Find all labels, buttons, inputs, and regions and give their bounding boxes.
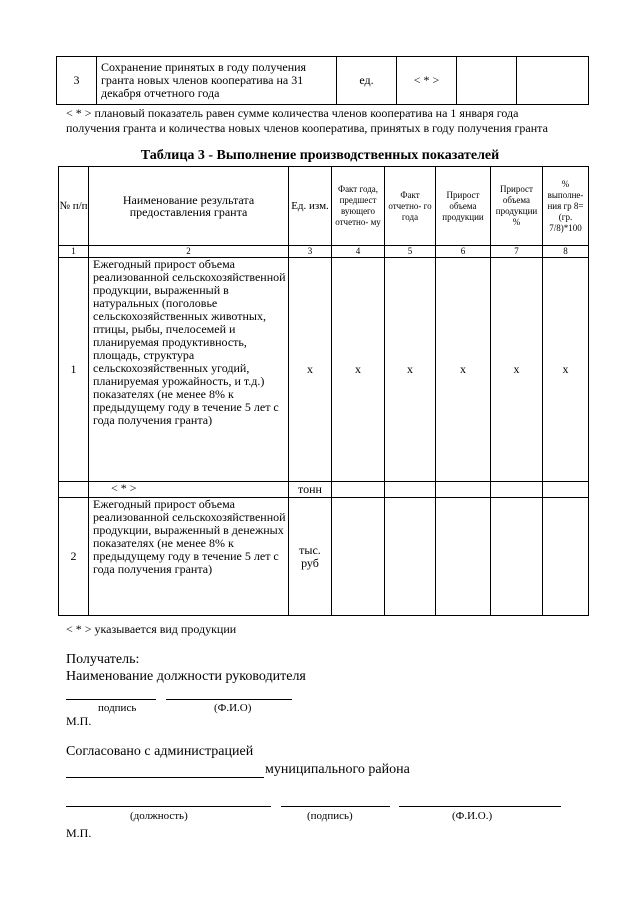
empty-cell <box>491 482 543 498</box>
signature-caption-2: (подпись) <box>307 810 353 822</box>
table-row <box>59 498 589 616</box>
empty-cell <box>332 482 385 498</box>
fio-caption-2: (Ф.И.О.) <box>452 810 493 822</box>
row-name: < * > <box>89 482 289 498</box>
row-value: < * > <box>397 57 457 105</box>
municipal-label: муниципального района <box>265 762 410 777</box>
row-number: 1 <box>59 258 89 482</box>
row-name: Сохранение принятых в году получения гранта новых членов кооператива на 31 декабря отчетного года <box>97 57 337 105</box>
col-number: 6 <box>436 246 491 258</box>
col-number: 2 <box>89 246 289 258</box>
col-number: 3 <box>289 246 332 258</box>
table-footnote: < * > указывается вид продукции <box>66 622 237 636</box>
row-unit: тыс. руб <box>289 498 332 616</box>
empty-cell <box>457 57 517 105</box>
header-name: Наименование результата предоставления гранта <box>89 167 289 246</box>
header-num: № п/п <box>59 167 89 246</box>
col-number: 5 <box>385 246 436 258</box>
table-row <box>59 482 589 498</box>
row-unit: тонн <box>289 482 332 498</box>
empty-cell <box>59 482 89 498</box>
row-unit: x <box>289 258 332 482</box>
table-row <box>57 57 589 105</box>
fio-line <box>166 699 292 700</box>
row-name: Ежегодный прирост объема реализованной сельскохозяйственной продукции, выраженный в денежных показателях (не менее 8% к предыдущему году в течение 5 лет с года получения гранта) <box>89 498 289 616</box>
signature-line-2 <box>281 806 390 807</box>
column-number-row <box>59 246 589 258</box>
top-footnote-line-1: < * > плановый показатель равен сумме количества членов кооператива на 1 января года <box>66 106 519 120</box>
signature-caption: подпись <box>98 702 137 714</box>
empty-cell <box>385 482 436 498</box>
empty-cell <box>436 482 491 498</box>
col-number: 8 <box>543 246 589 258</box>
agreed-label: Согласовано с администрацией <box>66 744 254 759</box>
row-number: 3 <box>57 57 97 105</box>
empty-cell <box>491 498 543 616</box>
position-label: Наименование должности руководителя <box>66 669 306 684</box>
empty-cell <box>332 498 385 616</box>
cell-fact-prev: x <box>332 258 385 482</box>
col-number: 1 <box>59 246 89 258</box>
header-unit: Ед. изм. <box>289 167 332 246</box>
header-growth-volume: Прирост объема продукции <box>436 167 491 246</box>
header-growth-pct: Прирост объема продукции % <box>491 167 543 246</box>
header-fact-prev: Факт года, предшест вующего отчетно- му <box>332 167 385 246</box>
header-fact-report: Факт отчетно- го года <box>385 167 436 246</box>
header-completion-pct: % выполне- ния гр 8=(гр. 7/8)*100 <box>543 167 589 246</box>
fio-caption: (Ф.И.О) <box>214 702 252 714</box>
top-footnote-line-2: получения гранта и количества новых членов кооператива, принятых в году получения гранта <box>66 121 548 135</box>
production-table <box>58 166 589 616</box>
header-row <box>59 167 589 246</box>
col-number: 4 <box>332 246 385 258</box>
empty-cell <box>436 498 491 616</box>
fio-line-2 <box>399 806 561 807</box>
col-number: 7 <box>491 246 543 258</box>
cell-fact-report: x <box>385 258 436 482</box>
empty-cell <box>543 482 589 498</box>
row-unit: ед. <box>337 57 397 105</box>
position-line <box>66 806 271 807</box>
cell-completion-pct: x <box>543 258 589 482</box>
stamp-label: М.П. <box>66 714 92 728</box>
empty-cell <box>543 498 589 616</box>
empty-cell <box>517 57 589 105</box>
recipient-label: Получатель: <box>66 652 140 667</box>
empty-cell <box>385 498 436 616</box>
top-table <box>56 56 589 105</box>
administration-line <box>66 777 264 778</box>
cell-growth-pct: x <box>491 258 543 482</box>
table-title: Таблица 3 - Выполнение производственных показателей <box>140 148 500 163</box>
row-name: Ежегодный прирост объема реализованной сельскохозяйственной продукции, выраженный в натуральных (поголовье сельскохозяйственных животных, птицы, рыбы, пчелосемей и планируемая продуктивность, площадь, структура сельскохозяйственных угодий, планируемая урожайность, и т.д.) показателях (не менее 8% к предыдущему году в течение 5 лет с года получения гранта) <box>89 258 289 482</box>
table-row <box>59 258 589 482</box>
cell-growth-volume: x <box>436 258 491 482</box>
position-caption: (должность) <box>130 810 188 822</box>
signature-line <box>66 699 156 700</box>
row-number: 2 <box>59 498 89 616</box>
stamp-label-2: М.П. <box>66 826 92 840</box>
